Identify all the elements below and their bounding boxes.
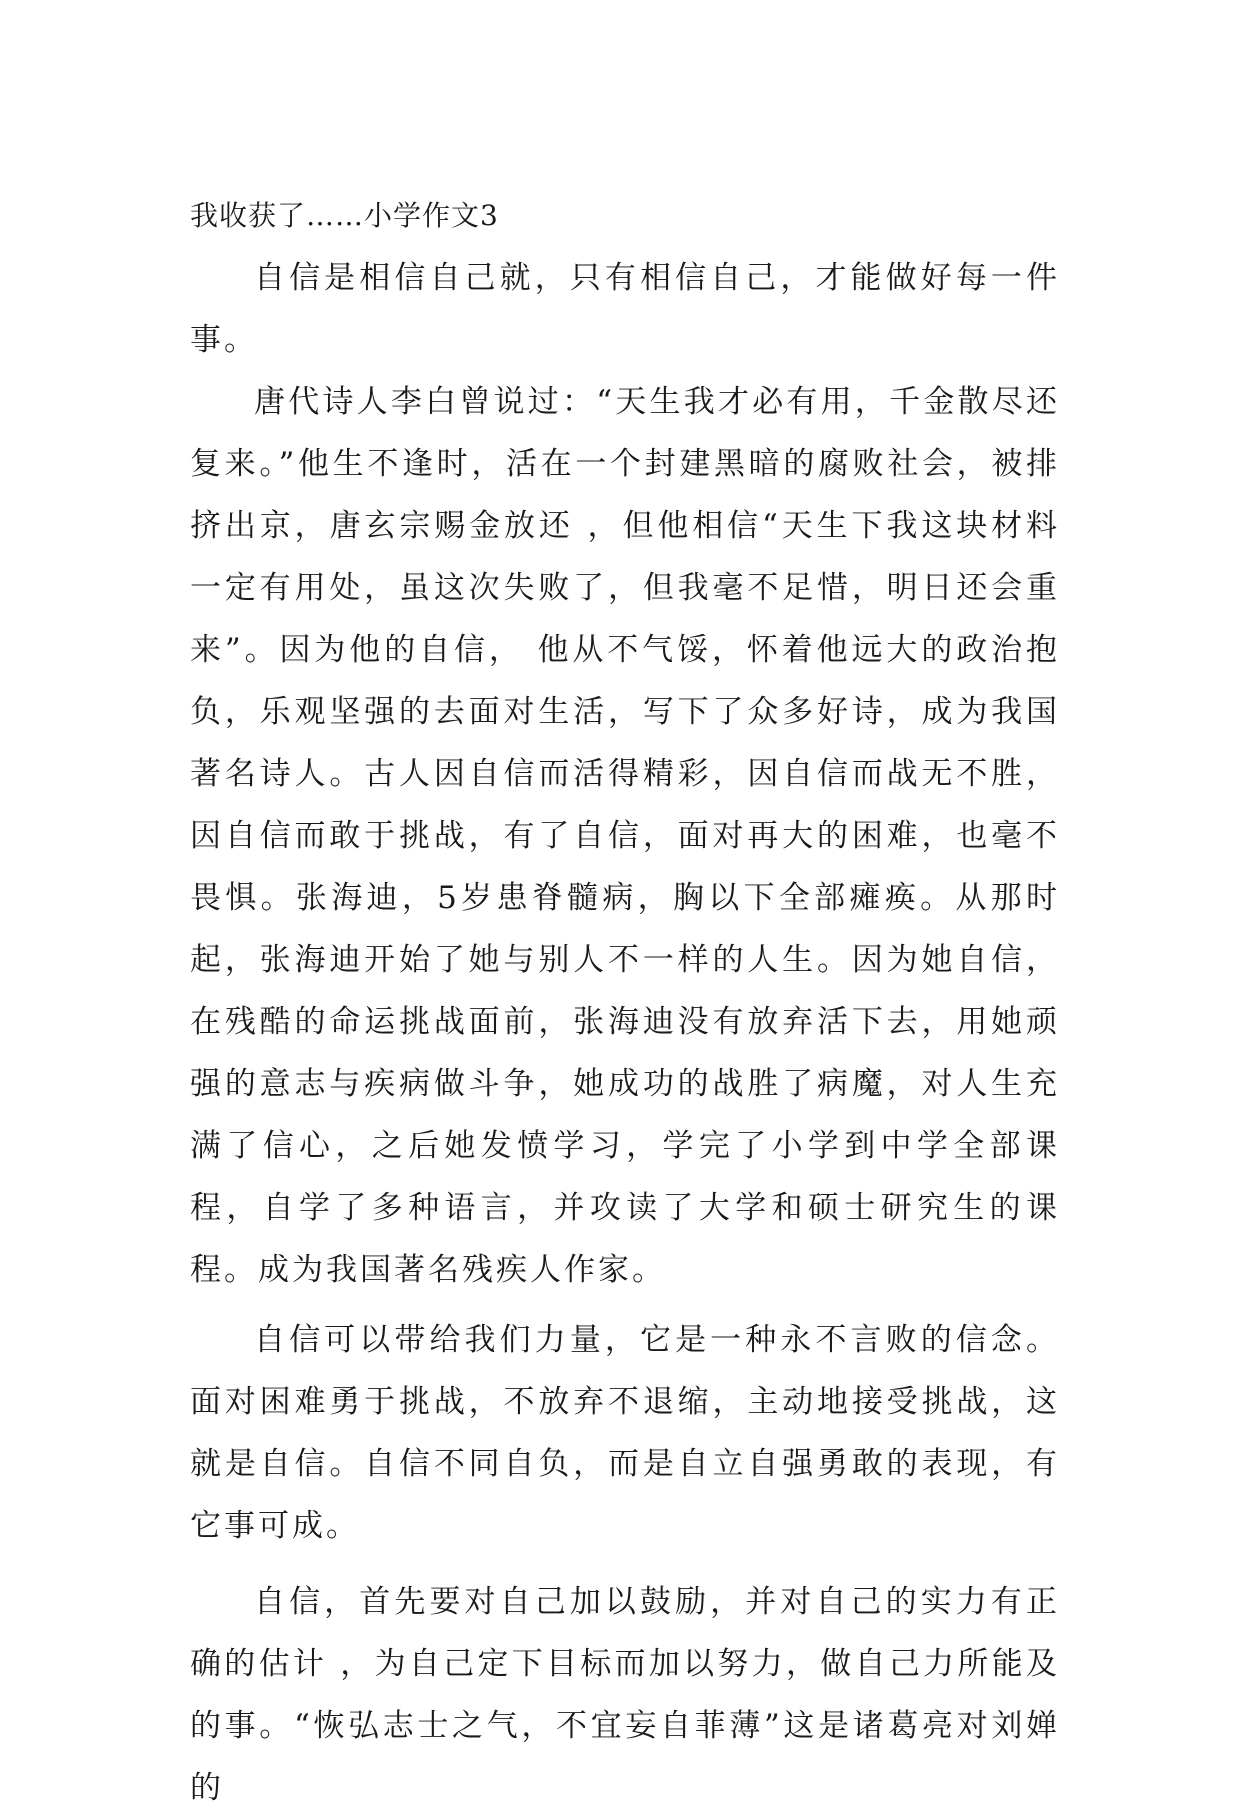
article-body [190,185,1060,1819]
paragraph-2: 唐代诗人李白曾说过：“天生我才必有用，千金散尽还复来。”他生不逢时，活在一个封建黑暗的腐败社会，被排挤出京，唐玄宗赐金放还 ，但他相信“天生下我这块材料一定有用处，虽这次失败了，但我毫不足惜，明日还会重来”。因为他的自信， 他从不气馁，怀着他远大的政治抱负，乐观坚强的去面对生活，写下了众多好诗，成为我国著名诗人。古人因自信而活得精彩，因自信而战无不胜，因自信而敢于挑战，有了自信，面对再大的困难，也毫不畏惧。张海迪，5岁患脊髓病，胸以下全部瘫痪。从那时起，张海迪开始了她与别人不一样的人生。因为她自信，在残酷的命运挑战面前，张海迪没有放弃活下去，用她顽强的意志与疾病做斗争，她成功的战胜了病魔，对人生充满了信心，之后她发愤学习，学完了小学到中学全部课程，自学了多种语言，并攻读了大学和硕士研究生的课程。成为我国著名残疾人作家。 [190,384,1060,1288]
paragraph-4: 自信，首先要对自己加以鼓励，并对自己的实力有正确的估计 ，为自己定下目标而加以努力，做自己力所能及的事。“恢弘志士之气，不宜妄自菲薄”这是诸葛亮对刘婵的 [190,1584,1060,1806]
article-title: 我收获了……小学作文3 [190,199,499,232]
paragraph-1: 自信是相信自己就，只有相信自己，才能做好每一件事。 [190,260,1060,358]
paragraph-3: 自信可以带给我们力量，它是一种永不言败的信念。面对困难勇于挑战，不放弃不退缩，主动地接受挑战，这就是自信。自信不同自负，而是自立自强勇敢的表现，有它事可成。 [190,1322,1060,1544]
